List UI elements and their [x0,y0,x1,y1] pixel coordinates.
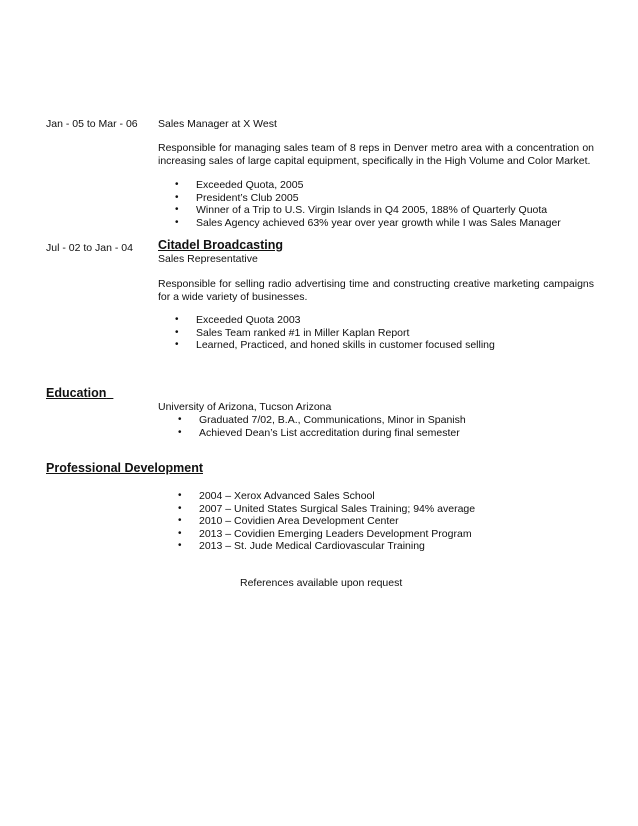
list-item: • 2007 – United States Surgical Sales Training; 94% average [178,502,476,515]
list-item: • 2013 – Covidien Emerging Leaders Development Program [178,527,472,540]
job-1-title: Sales Manager at X West [158,118,277,130]
job-1-dates: Jan - 05 to Mar - 06 [46,118,138,130]
bullet-icon: • [178,515,182,526]
bullet-icon: • [175,204,179,215]
education-school: University of Arizona, Tucson Arizona [158,401,332,413]
job-2-dates: Jul - 02 to Jan - 04 [46,242,133,254]
list-item: • 2010 – Covidien Area Development Center [178,515,399,527]
bullet-icon: • [175,314,179,325]
development-bullet-list [178,490,476,553]
list-item: • Sales Team ranked #1 in Miller Kaplan Report [175,326,410,339]
bullet-icon: • [178,540,182,551]
job-2-description: Responsible for selling radio advertising time and constructing creative marketing campaigns for a wide variety of businesses. [158,278,594,303]
bullet-icon: • [178,426,182,438]
job-2-company: Citadel Broadcasting [158,238,284,252]
bullet-icon: • [178,414,182,425]
bullet-icon: • [178,490,182,501]
list-item: • Graduated 7/02, B.A., Communications, Minor in Spanish [178,414,466,426]
list-item: • President’s Club 2005 [175,191,299,204]
job-1-bullet-list [175,179,561,229]
job-2-bullet-list [175,314,495,352]
bullet-icon: • [178,527,182,539]
job-2-role: Sales Representative [158,253,258,265]
list-item: • 2013 – St. Jude Medical Cardiovascular Training [178,540,425,552]
bullet-icon: • [175,326,179,338]
education-bullet-list [178,414,466,439]
list-item: • Achieved Dean’s List accreditation during final semester [178,426,460,439]
list-item: • Learned, Practiced, and honed skills in customer focused selling [175,339,495,351]
list-item: • Exceeded Quota 2003 [175,314,301,326]
bullet-icon: • [175,339,179,350]
bullet-icon: • [175,216,179,228]
development-heading: Professional Development [46,461,203,475]
bullet-icon: • [175,191,179,203]
list-item: • Sales Agency achieved 63% year over year growth while I was Sales Manager [175,216,561,229]
bullet-icon: • [175,179,179,190]
list-item: • Exceeded Quota, 2005 [175,179,304,191]
references-note: References available upon request [240,577,403,589]
list-item: • 2004 – Xerox Advanced Sales School [178,490,375,502]
job-1-description: Responsible for managing sales team of 8 reps in Denver metro area with a concentration on increasing sales of large capital equipment, specifically in the High Volume and Color Market. [158,142,594,167]
list-item: • Winner of a Trip to U.S. Virgin Islands in Q4 2005, 188% of Quarterly Quota [175,204,548,216]
bullet-icon: • [178,502,182,514]
education-heading: Education [46,386,107,400]
